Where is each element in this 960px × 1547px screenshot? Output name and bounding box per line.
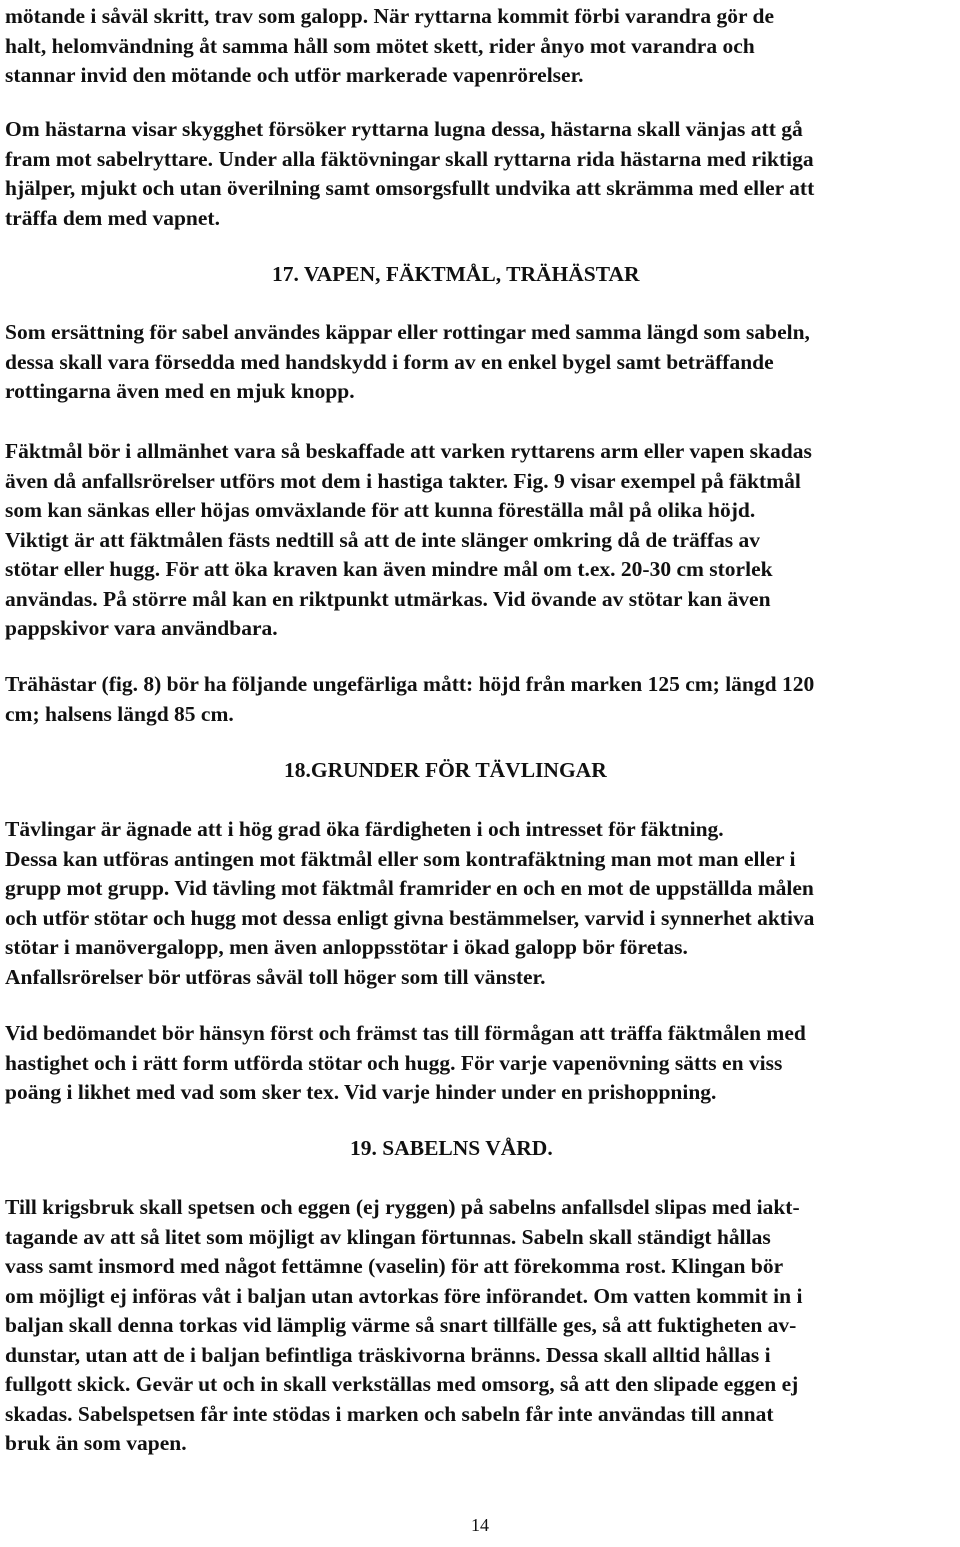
- paragraph-substitutes: [5, 318, 957, 407]
- text-line: och utför stötar och hugg mot dessa enligt givna bestämmelser, varvid i synnerhet aktiva: [5, 905, 815, 930]
- paragraph-wooden-horses: [5, 670, 957, 729]
- paragraph-horses: [5, 115, 957, 233]
- text-line: halt, helomvändning åt samma håll som mötet skett, rider ånyo mot varandra och: [5, 33, 755, 58]
- paragraph-judging: [5, 1019, 957, 1108]
- text-line: poäng i likhet med vad som sker tex. Vid varje hinder under en prishoppning.: [5, 1080, 717, 1104]
- text-line: fram mot sabelryttare. Under alla fäktövningar skall ryttarna rida hästarna med riktiga: [5, 146, 814, 171]
- text-line: baljan skall denna torkas vid lämplig värme så snart tillfälle ges, så att fuktigheten av-: [5, 1313, 797, 1337]
- text-line: skadas. Sabelspetsen får inte stödas i marken och sabeln får inte användas till annat: [5, 1401, 774, 1426]
- text-line: Anfallsrörelser bör utföras såväl toll höger som till vänster.: [5, 964, 546, 989]
- paragraph-competitions: [5, 815, 957, 992]
- text-line: användas. På större mål kan en riktpunkt utmärkas. Vid övande av stötar kan även: [5, 586, 771, 611]
- paragraph-intro: [5, 2, 957, 91]
- paragraph-targets: [5, 437, 957, 644]
- text-line: även då anfallsrörelser utförs mot dem i hastiga takter. Fig. 9 visar exempel på fäktmål: [5, 468, 801, 493]
- text-line: rottingarna även med en mjuk knopp.: [5, 379, 355, 403]
- section-heading-19: 19. SABELNS VÅRD.: [350, 1136, 553, 1160]
- text-line: Dessa kan utföras antingen mot fäktmål eller som kontrafäktning man mot man eller i: [5, 846, 796, 871]
- text-line: cm; halsens längd 85 cm.: [5, 701, 234, 726]
- page-number: 14: [471, 1515, 489, 1535]
- text-line: mötande i såväl skritt, trav som galopp. När ryttarna kommit förbi varandra gör de: [5, 4, 774, 28]
- section-heading-18: 18.GRUNDER FÖR TÄVLINGAR: [284, 758, 607, 782]
- text-line: stötar eller hugg. För att öka kraven kan även mindre mål om t.ex. 20-30 cm storlek: [5, 557, 773, 581]
- text-line: Till krigsbruk skall spetsen och eggen (ej ryggen) på sabelns anfallsdel slipas med iakt-: [5, 1195, 800, 1219]
- text-line: bruk än som vapen.: [5, 1431, 187, 1455]
- text-line: träffa dem med vapnet.: [5, 205, 220, 230]
- text-line: stötar i manövergalopp, men även anloppsstötar i ökad galopp bör företas.: [5, 935, 688, 959]
- text-line: pappskivor vara användbara.: [5, 616, 278, 640]
- text-line: Fäktmål bör i allmänhet vara så beskaffade att varken ryttarens arm eller vapen skadas: [5, 439, 812, 463]
- text-line: tagande av att så litet som möjligt av klingan förtunnas. Sabeln skall ständigt hållas: [5, 1224, 771, 1249]
- text-line: Vid bedömandet bör hänsyn först och främst tas till förmågan att träffa fäktmålen med: [5, 1021, 806, 1045]
- text-line: Viktigt är att fäktmålen fästs nedtill så att de inte slänger omkring då de träffas av: [5, 527, 761, 552]
- text-line: stannar invid den mötande och utför markerade vapenrörelser.: [5, 63, 584, 87]
- text-line: som kan sänkas eller höjas omväxlande för att kunna föreställa mål på olika höjd.: [5, 498, 756, 522]
- paragraph-sabre-care: [5, 1193, 957, 1459]
- text-line: dessa skall vara försedda med handskydd i form av en enkel bygel samt beträffande: [5, 349, 774, 374]
- section-heading-17: 17. VAPEN, FÄKTMÅL, TRÄHÄSTAR: [272, 262, 640, 286]
- text-line: Om hästarna visar skygghet försöker ryttarna lugna dessa, hästarna skall vänjas att gå: [5, 117, 803, 141]
- text-line: Som ersättning för sabel användes käppar eller rottingar med samma längd som sabeln,: [5, 320, 810, 344]
- text-line: Tävlingar är ägnade att i hög grad öka färdigheten i och intresset för fäktning.: [5, 817, 724, 841]
- text-line: dunstar, utan att de i baljan befintliga träskivorna bränns. Dessa skall alltid hållas i: [5, 1342, 771, 1367]
- text-line: hastighet och i rätt form utförda stötar och hugg. För varje vapenövning sätts en viss: [5, 1050, 783, 1075]
- text-line: fullgott skick. Gevär ut och in skall verkställas med omsorg, så att den slipade eggen ej: [5, 1372, 799, 1396]
- text-line: om möjligt ej införas våt i baljan utan avtorkas före införandet. Om vatten kommit in i: [5, 1283, 803, 1308]
- text-line: Trähästar (fig. 8) bör ha följande ungefärliga mått: höjd från marken 125 cm; längd 120: [5, 672, 815, 696]
- text-line: grupp mot grupp. Vid tävling mot fäktmål framrider en och en mot de uppställda målen: [5, 876, 814, 900]
- text-line: vass samt insmord med något fettämne (vaselin) för att förekomma rost. Klingan bör: [5, 1254, 784, 1278]
- text-line: hjälper, mjukt och utan överilning samt omsorgsfullt undvika att skrämma med eller att: [5, 176, 815, 200]
